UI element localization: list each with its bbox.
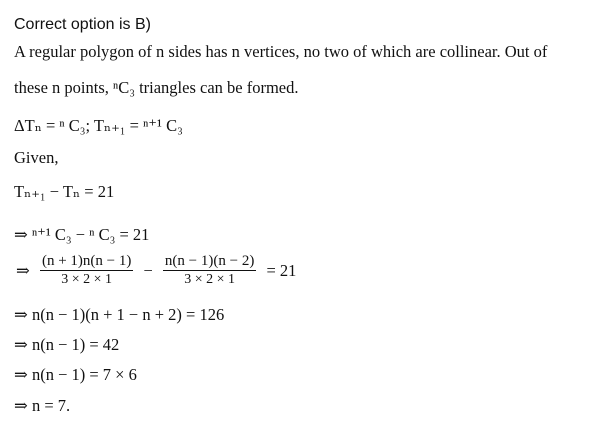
product-42-equation: ⇒ n(n − 1) = 42 xyxy=(14,335,120,354)
minus-sign: − xyxy=(143,260,153,280)
expansion-equation: ⇒ n(n − 1)(n + 1 − n + 2) = 126 xyxy=(14,305,225,324)
product-7x6-equation: ⇒ n(n − 1) = 7 × 6 xyxy=(14,365,137,384)
difference-equation: Tₙ₊₁ − Tₙ = 21 xyxy=(14,182,115,201)
implies-arrow: ⇒ xyxy=(16,260,30,280)
intro-line-2: these n points, ⁿC₃ triangles can be formed. xyxy=(14,78,299,97)
fraction-1-numerator: (n + 1)n(n − 1) xyxy=(41,253,132,269)
answer-header: Correct option is B) xyxy=(14,16,151,33)
fraction-2 xyxy=(163,252,256,289)
fraction-2-numerator: n(n − 1)(n − 2) xyxy=(164,253,255,269)
final-answer: ⇒ n = 7. xyxy=(14,396,71,415)
triangle-count-equation: ΔTₙ = ⁿ C₃; Tₙ₊₁ = ⁿ⁺¹ C₃ xyxy=(14,116,183,135)
equals-rhs: = 21 xyxy=(266,260,297,280)
combination-equation: ⇒ ⁿ⁺¹ C₃ − ⁿ C₃ = 21 xyxy=(14,225,150,244)
intro-line-1: A regular polygon of n sides has n vertices, no two of which are collinear. Out of xyxy=(14,42,548,61)
fraction-1 xyxy=(40,252,133,289)
fraction-2-denominator: 3 × 2 × 1 xyxy=(184,272,236,287)
given-label: Given, xyxy=(14,148,59,167)
fraction-equation xyxy=(14,252,298,289)
fraction-1-denominator: 3 × 2 × 1 xyxy=(61,272,113,287)
